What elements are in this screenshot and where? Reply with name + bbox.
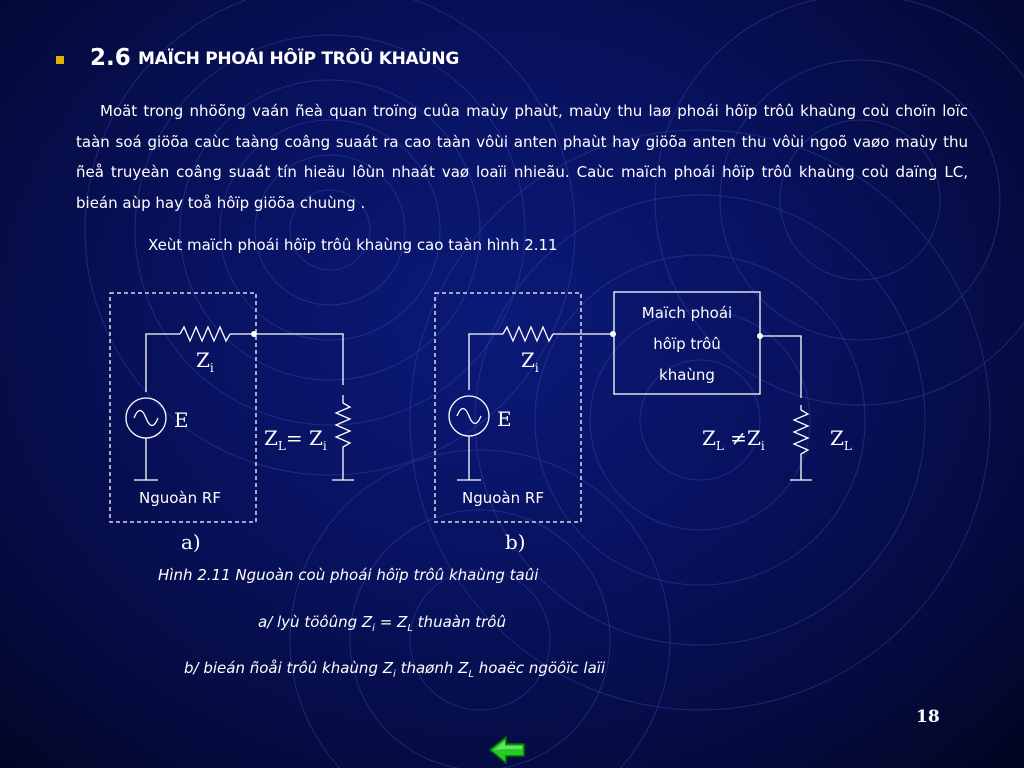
source-e-label-b: E xyxy=(497,407,512,431)
part-label-b: b) xyxy=(505,530,526,554)
zi-label-b: $Z_i$ xyxy=(521,348,539,375)
resistor-zi-b xyxy=(503,327,553,341)
rf-source-label-b: Nguoàn RF xyxy=(462,489,544,507)
matching-network-label: Maïch phoái hôïp trôû khaùng xyxy=(641,304,733,384)
resistor-load-a xyxy=(336,395,350,480)
rf-source-label-a: Nguoàn RF xyxy=(139,489,221,507)
figure-caption: Hình 2.11 Nguoàn coù phoái hôïp trôû khaùng taûi xyxy=(158,566,539,584)
page-number: 18 xyxy=(916,707,940,727)
not-equal-label-b: $Z_L \ne Z_i$ xyxy=(702,426,765,453)
zi-label-a: $Z_i$ xyxy=(196,348,214,375)
load-label-b: $Z_L$ xyxy=(830,426,852,453)
resistor-zi-a xyxy=(180,327,230,341)
section-title: MAÏCH PHOÁI HÔÏP TRÔÛ KHAÙNG xyxy=(138,49,459,69)
view-figure-line: Xeùt maïch phoái hôïp trôû khaùng cao taàn hình 2.11 xyxy=(148,236,558,254)
load-equal-label-a: $Z_L= Z_i$ xyxy=(264,426,327,453)
part-label-a: a) xyxy=(181,530,201,554)
caption-part-b: b/ bieán ñoåi trôû khaùng $Z_i$ thaønh $Z_L$ hoaëc ngöôïc laïi xyxy=(184,659,606,680)
source-e-label-a: E xyxy=(174,408,189,432)
resistor-load-b xyxy=(794,405,808,480)
section-number: 2.6 xyxy=(90,45,131,71)
back-arrow-icon[interactable] xyxy=(488,735,526,765)
intro-paragraph: Moät trong nhöõng vaán ñeà quan troïng cuûa maùy phaùt, maùy thu laø phoái hôïp trôû khaùng coù choïn loïc taàn soá giöõa caùc taàng coâng suaát ra cao taàn vôùi anten phaùt hay giöõa anten thu vôùi ngoõ vaøo maùy thu ñeå truyeàn coâng suaát tín hieäu lôùn nhaát vaø loaïi nhieãu. Caùc maïch phoái hôïp trôû khaùng coù daïng LC, bieán aùp hay toå hôïp giöõa chuùng . xyxy=(76,102,968,212)
caption-part-a: a/ lyù töôûng $Z_i = Z_L$ thuaàn trôû xyxy=(258,613,506,634)
